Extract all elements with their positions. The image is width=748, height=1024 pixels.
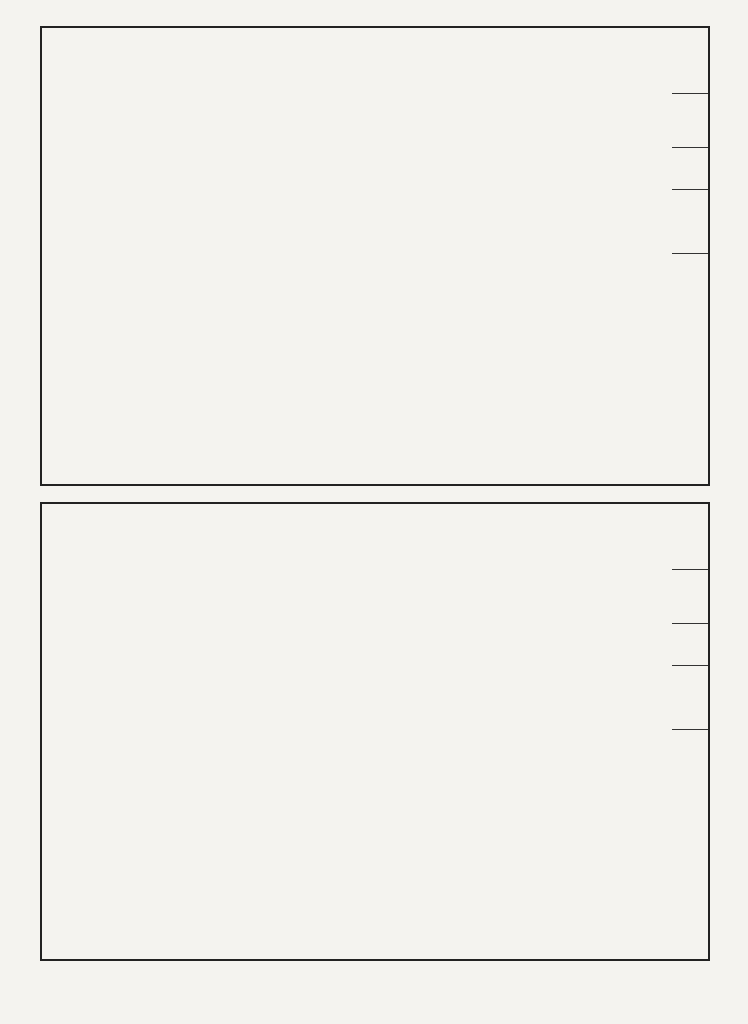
header-native-place xyxy=(672,190,708,254)
header-alias xyxy=(672,570,708,624)
header-native-place xyxy=(672,666,708,730)
header-alias xyxy=(672,94,708,148)
header-column xyxy=(672,28,708,484)
roster-table-bottom xyxy=(40,502,710,961)
header-age xyxy=(672,624,708,666)
roster-table-top xyxy=(40,26,710,486)
header-column xyxy=(672,504,708,959)
roster-page xyxy=(40,26,710,961)
header-address xyxy=(672,254,708,484)
header-name xyxy=(672,28,708,94)
top-columns xyxy=(42,28,672,484)
header-address xyxy=(672,730,708,959)
header-name xyxy=(672,504,708,570)
header-age xyxy=(672,148,708,190)
bottom-columns xyxy=(42,504,672,959)
